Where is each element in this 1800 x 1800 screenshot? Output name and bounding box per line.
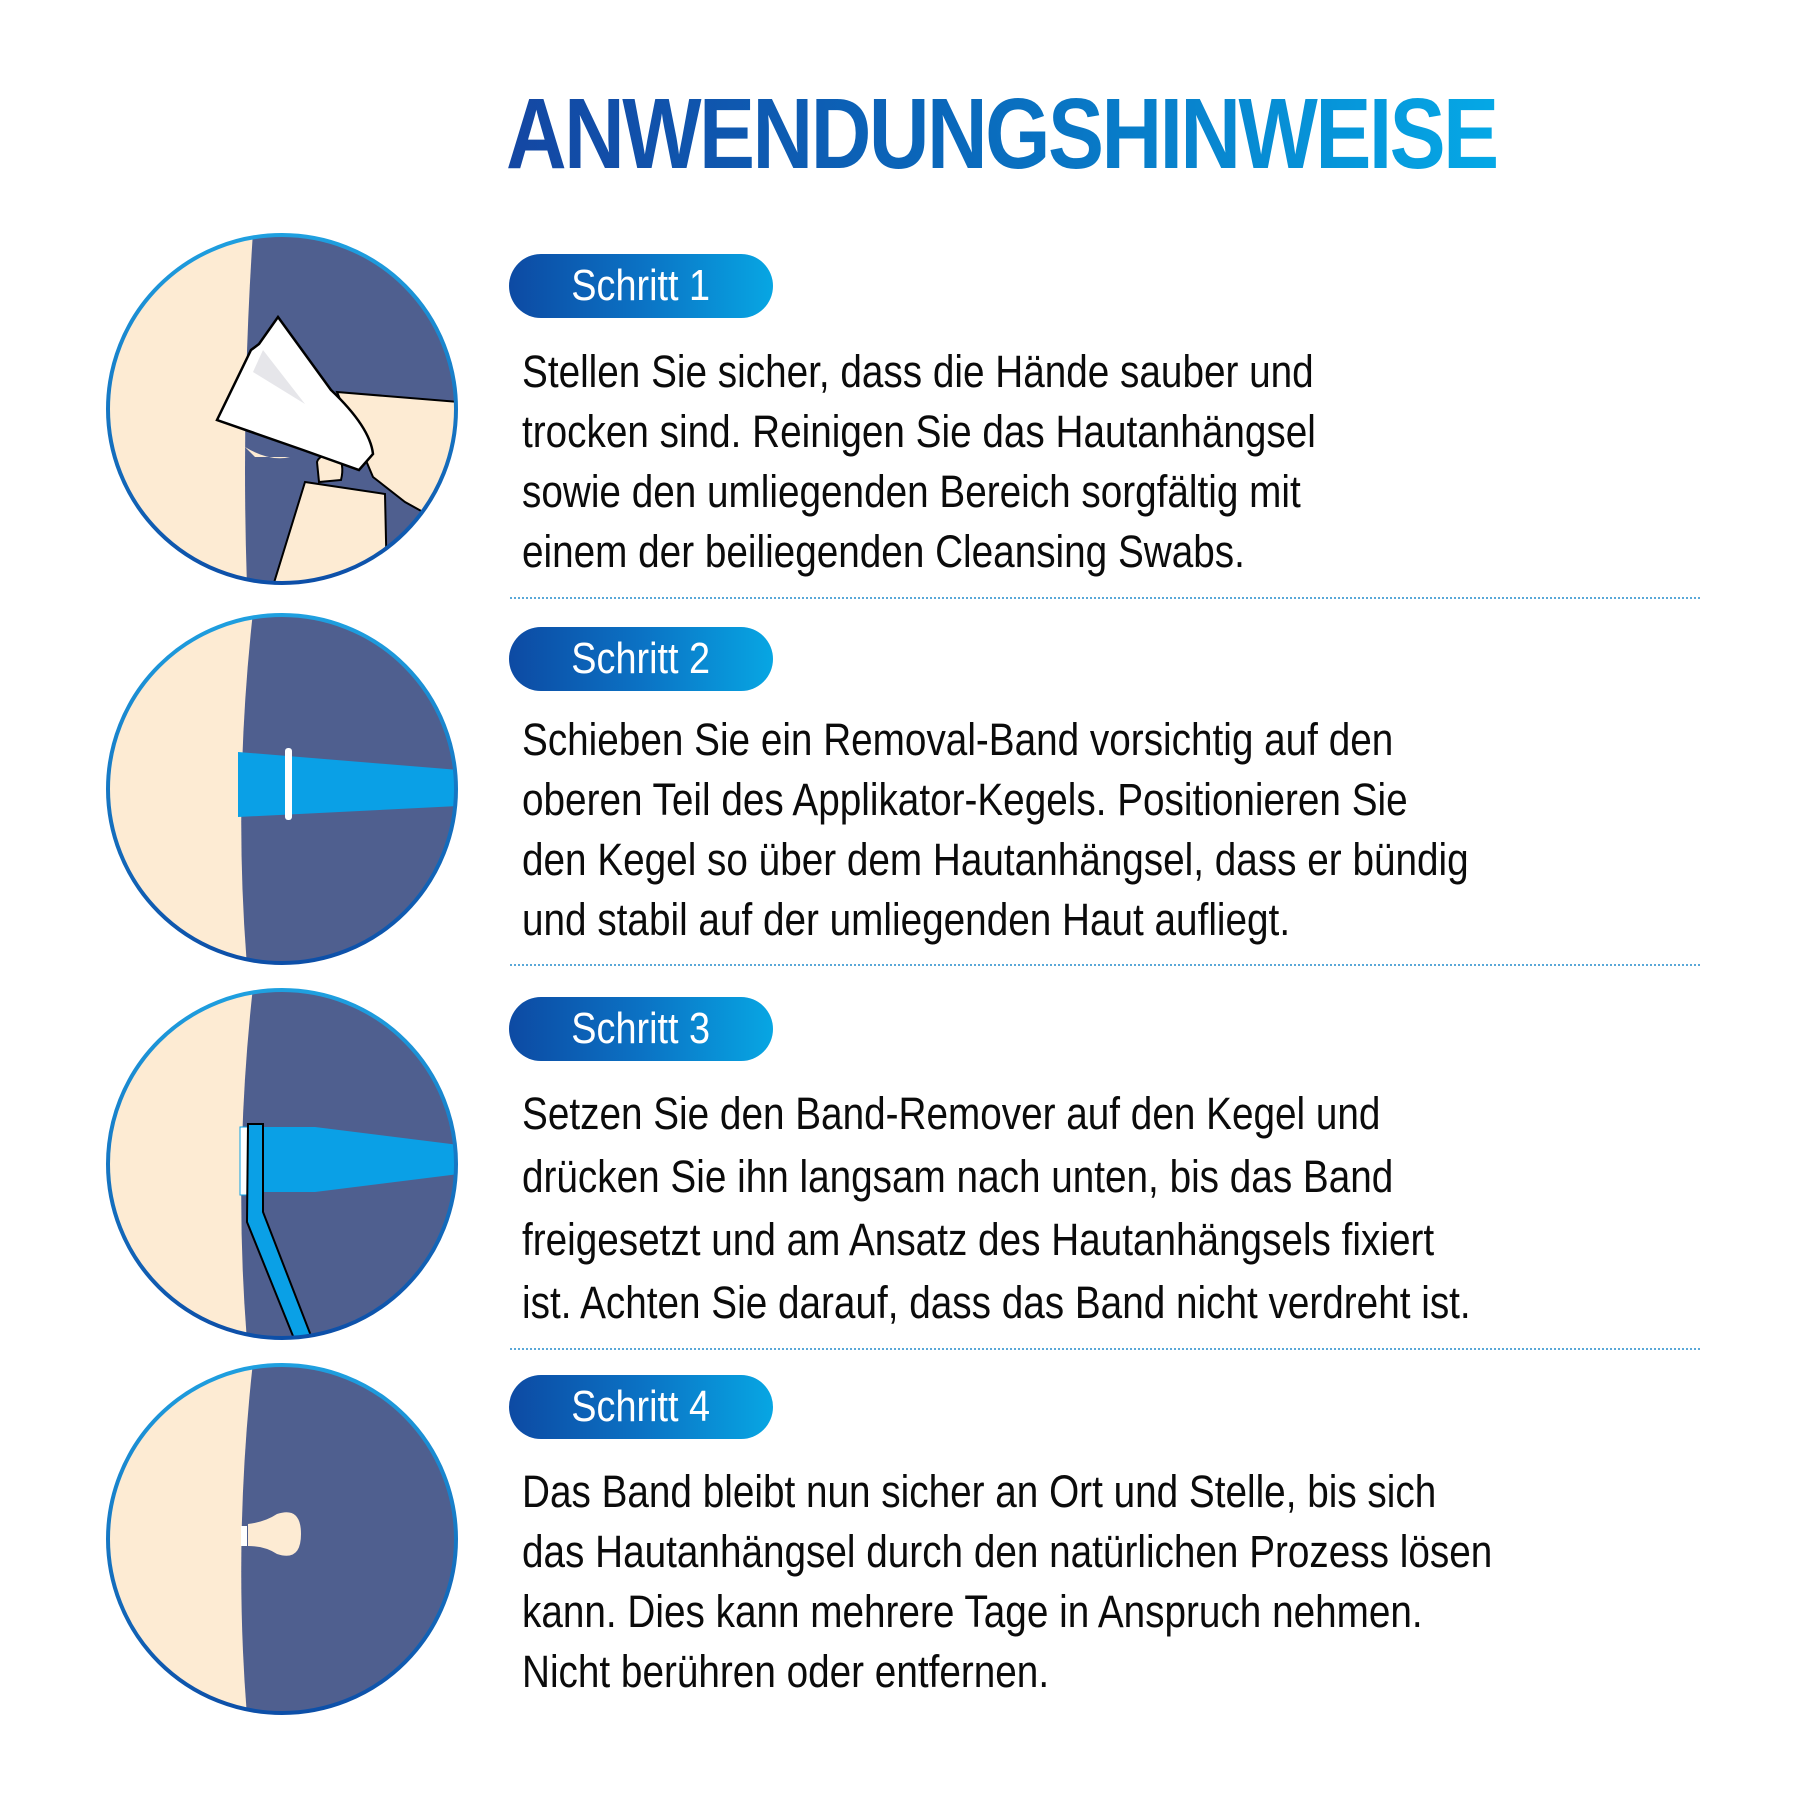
step-2-badge-label: Schritt 2 [571,634,711,683]
step-1-badge-label: Schritt 1 [571,261,711,310]
step-4-badge-label: Schritt 4 [571,1382,711,1431]
step-1-line-1: Stellen Sie sicher, dass die Hände sauber und [522,346,1314,397]
step-2-line-2: oberen Teil des Applikator-Kegels. Positionieren Sie [522,774,1408,825]
step-divider-1 [510,597,1700,599]
step-4-badge [509,1375,773,1439]
applicator-cone-icon [105,612,459,966]
step-4-description [522,1462,1650,1702]
step-2-badge [509,627,773,691]
step-divider-2 [510,964,1700,966]
step-divider-3 [510,1348,1700,1350]
step-3-badge-label: Schritt 3 [571,1004,711,1053]
step-4-line-1: Das Band bleibt nun sicher an Ort und Stelle, bis sich [522,1466,1437,1517]
step-4-line-3: kann. Dies kann mehrere Tage in Anspruch nehmen. [522,1586,1423,1637]
step-1-description [522,342,1445,582]
step-4-line-4: Nicht berühren oder entfernen. [522,1646,1050,1697]
step-3-illustration [105,987,459,1341]
step-4-line-2: das Hautanhängsel durch den natürlichen Prozess lösen [522,1526,1493,1577]
step-1-badge [509,254,773,318]
step-3-line-3: freigesetzt und am Ansatz des Hautanhängsels fixiert [522,1214,1435,1265]
step-2-illustration [105,612,459,966]
step-3-line-4: ist. Achten Sie darauf, dass das Band nicht verdreht ist. [522,1277,1471,1328]
step-3-line-2: drücken Sie ihn langsam nach unten, bis das Band [522,1151,1394,1202]
step-1-illustration [105,232,459,586]
band-remover-icon [105,987,459,1341]
step-3-line-1: Setzen Sie den Band-Remover auf den Kegel und [522,1088,1381,1139]
step-2-line-1: Schieben Sie ein Removal-Band vorsichtig auf den [522,714,1394,765]
step-1-line-2: trocken sind. Reinigen Sie das Hautanhängsel [522,406,1316,457]
step-3-description [522,1082,1625,1334]
step-2-description [522,710,1623,950]
cleansing-swab-icon [105,232,459,586]
page-title: ANWENDUNGSHINWEISE [506,78,1497,190]
step-3-badge [509,997,773,1061]
step-1-line-3: sowie den umliegenden Bereich sorgfältig mit [522,466,1301,517]
step-2-line-4: und stabil auf der umliegenden Haut aufliegt. [522,894,1291,945]
step-4-illustration [105,1362,459,1716]
banded-skin-tag-icon [105,1362,459,1716]
step-1-line-4: einem der beiliegenden Cleansing Swabs. [522,526,1245,577]
step-2-line-3: den Kegel so über dem Hautanhängsel, dass er bündig [522,834,1469,885]
